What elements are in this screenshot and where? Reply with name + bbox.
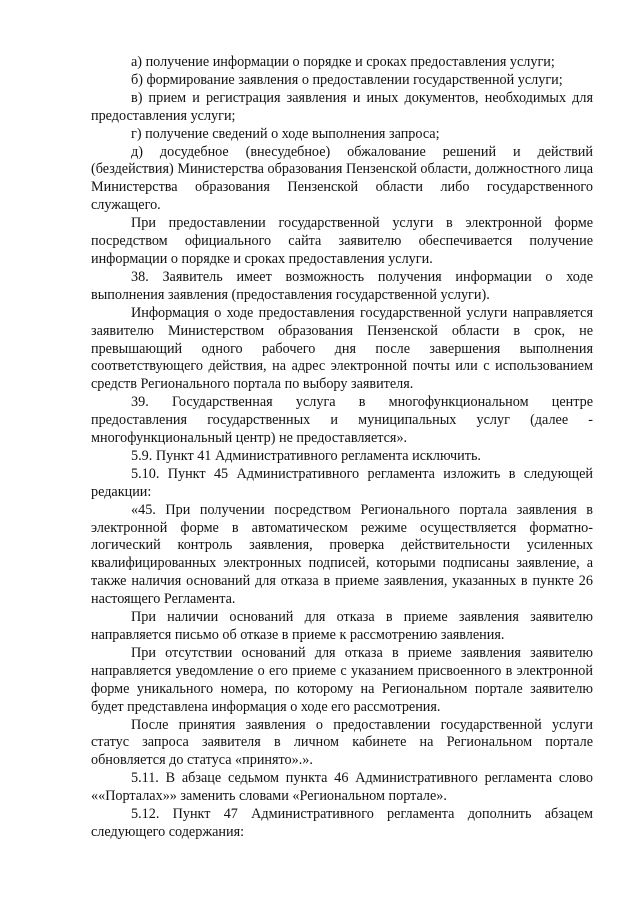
list-item-b: б) формирование заявления о предоставлении государственной услуги; xyxy=(131,71,563,88)
paragraph-status: После принятия заявления о предоставлении государственной услуги статус запроса заявителя в личном кабинете на Региональном портале обновляется до статуса «принято».». xyxy=(91,716,593,769)
paragraph-5-9: 5.9. Пункт 41 Административного регламента исключить. xyxy=(131,447,481,464)
list-item-d: г) получение сведений о ходе выполнения запроса; xyxy=(131,125,440,142)
list-item-e: д) досудебное (внесудебное) обжалование решений и действий (бездействия) Министерства образования Пензенской области, должностного лица Министерства образования Пензенской области либо государственного служащего. xyxy=(91,143,593,214)
list-item-a: а) получение информации о порядке и сроках предоставления услуги; xyxy=(131,54,555,70)
paragraph-information: Информация о ходе предоставления государственной услуги направляется заявителю Министерством образования Пензенской области в срок, не превышающий одного рабочего дня после завершения выполнения соответствующего действия, на адрес электронной почты или с использованием средств Регионального портала по выбору заявителя. xyxy=(91,304,593,393)
paragraph-5-11: 5.11. В абзаце седьмом пункта 46 Административного регламента слово ««Порталах»» заменить словами «Региональном портале». xyxy=(91,770,593,805)
paragraph-notification: При отсутствии оснований для отказа в приеме заявления заявителю направляется уведомление о его приеме с указанием присвоенного в электронной форме уникального номера, по которому на Региональном портале заявителю будет представлена информация о ходе его рассмотрения. xyxy=(91,644,593,715)
paragraph-5-10: 5.10. Пункт 45 Административного регламента изложить в следующей редакции: xyxy=(91,465,593,500)
paragraph-electronic-form: При предоставлении государственной услуги в электронной форме посредством официального сайта заявителю обеспечивается получение информации о порядке и сроках предоставления услуги. xyxy=(91,215,593,267)
paragraph-refusal: При наличии оснований для отказа в приеме заявления заявителю направляется письмо об отказе в приеме к рассмотрению заявления. xyxy=(91,609,593,643)
paragraph-5-12: 5.12. Пункт 47 Административного регламента дополнить абзацем следующего содержания: xyxy=(91,806,593,840)
document-page xyxy=(91,54,593,842)
paragraph-45: «45. При получении посредством Регионального портала заявления в электронной форме в автоматическом режиме осуществляется форматно-логический контроль заявления, проверка действительности усиленных квалифицированных электронных подписей, которыми подписаны заявление, а также наличия оснований для отказа в приеме заявления, указанных в пункте 26 настоящего Регламента. xyxy=(91,501,593,608)
paragraph-38: 38. Заявитель имеет возможность получения информации о ходе выполнения заявления (предоставления государственной услуги). xyxy=(91,268,593,303)
list-item-c: в) прием и регистрация заявления и иных документов, необходимых для предоставления услуги; xyxy=(91,89,593,124)
paragraph-39: 39. Государственная услуга в многофункциональном центре предоставления государственных и муниципальных услуг (далее - многофункциональный центр) не предоставляется». xyxy=(91,394,593,447)
